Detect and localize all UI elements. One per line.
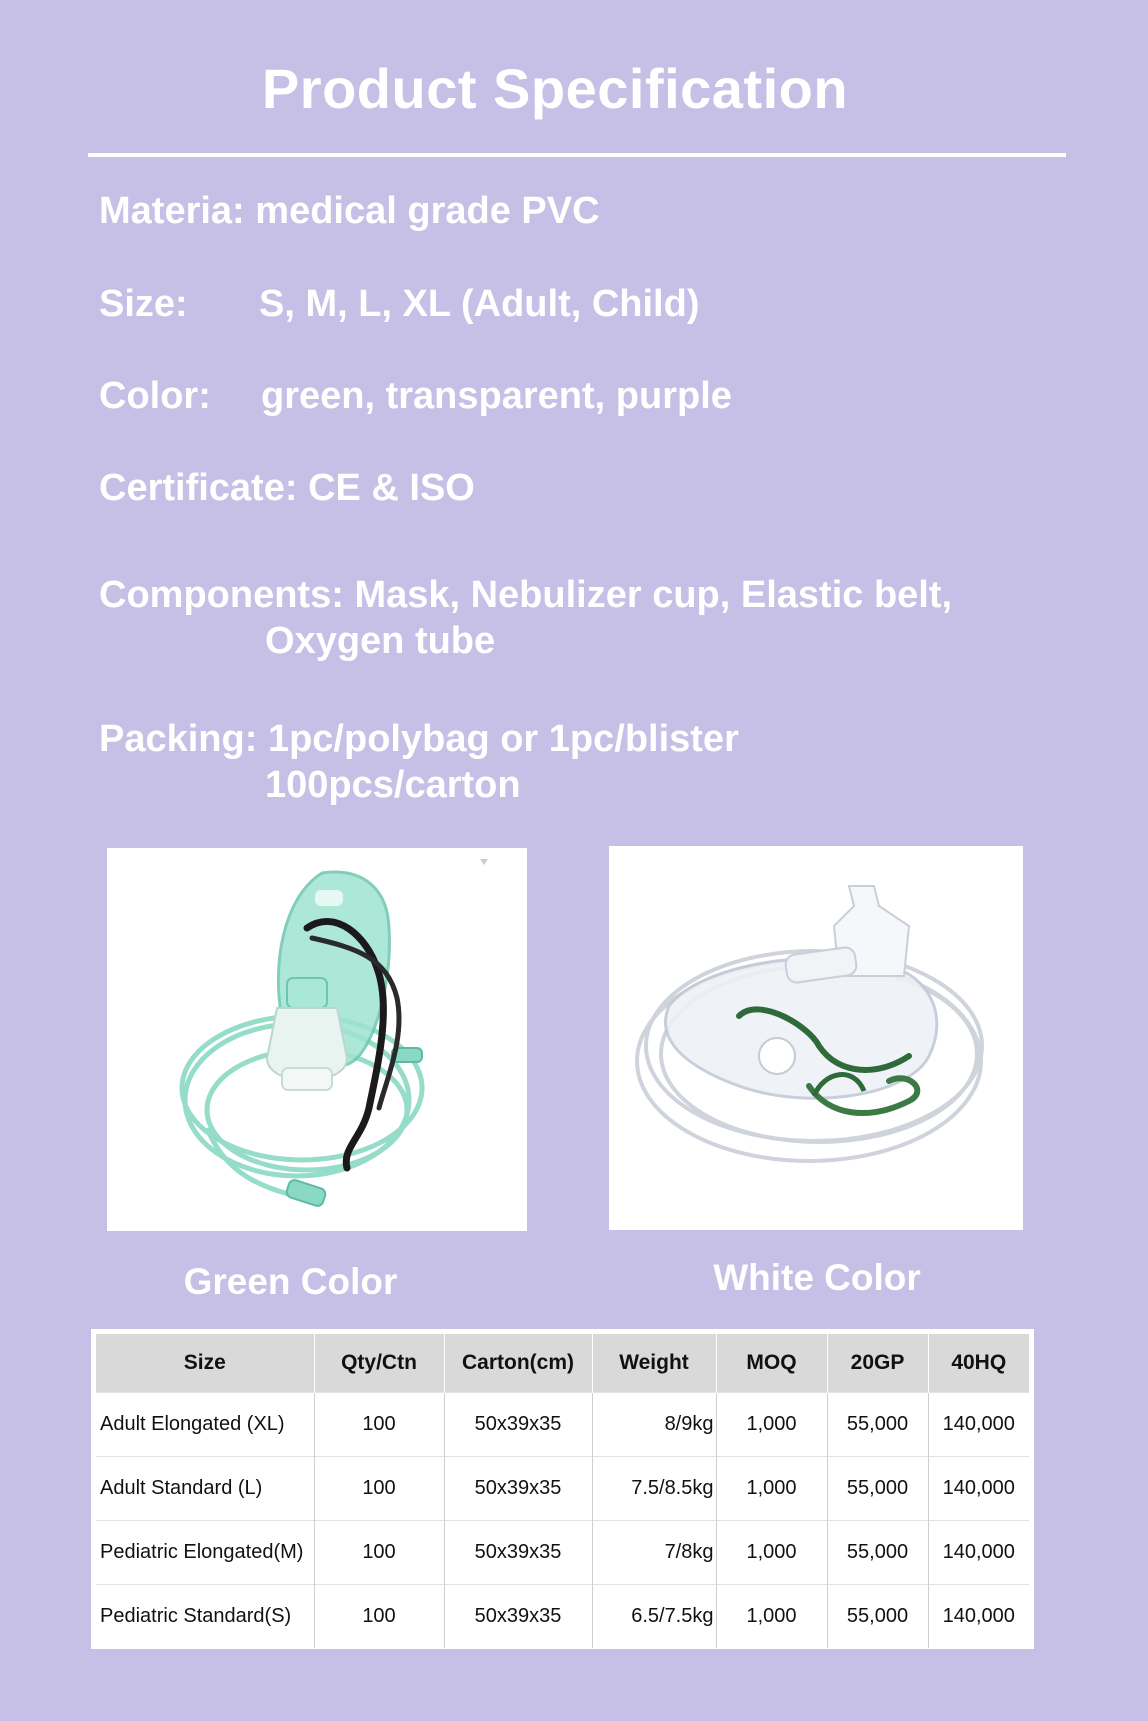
cell-weight: 6.5/7.5kg — [592, 1585, 716, 1649]
spec-components-value-line2: Oxygen tube — [265, 620, 496, 662]
spec-certificate — [99, 467, 475, 510]
header-moq: MOQ — [716, 1334, 827, 1393]
table-row — [96, 1521, 1029, 1585]
spec-material — [99, 190, 600, 233]
spec-size-label: Size: — [99, 283, 188, 325]
cell-moq: 1,000 — [716, 1393, 827, 1457]
cell-size: Pediatric Standard(S) — [96, 1585, 314, 1649]
spec-color-label: Color: — [99, 375, 211, 417]
header-carton: Carton(cm) — [444, 1334, 592, 1393]
spec-material-label: Materia: — [99, 190, 245, 232]
cell-20gp: 55,000 — [827, 1457, 928, 1521]
table-row — [96, 1393, 1029, 1457]
cell-size: Adult Elongated (XL) — [96, 1393, 314, 1457]
spec-packing — [99, 718, 739, 806]
cell-size: Pediatric Elongated(M) — [96, 1521, 314, 1585]
cell-carton: 50x39x35 — [444, 1585, 592, 1649]
table-row — [96, 1457, 1029, 1521]
cell-40hq: 140,000 — [928, 1521, 1029, 1585]
spec-packing-value-line2: 100pcs/carton — [265, 764, 521, 806]
header-40hq: 40HQ — [928, 1334, 1029, 1393]
spec-color-value: green, transparent, purple — [261, 375, 732, 417]
white-mask-illustration — [609, 846, 1023, 1230]
spec-color — [99, 375, 732, 418]
page-title: Product Specification — [261, 57, 849, 120]
spec-packing-value: 1pc/polybag or 1pc/blister — [267, 718, 739, 760]
spec-table — [96, 1334, 1029, 1648]
cell-40hq: 140,000 — [928, 1585, 1029, 1649]
cell-size: Adult Standard (L) — [96, 1457, 314, 1521]
cell-40hq: 140,000 — [928, 1457, 1029, 1521]
spec-components-label: Components: — [99, 574, 344, 616]
cell-moq: 1,000 — [716, 1457, 827, 1521]
green-mask-illustration — [107, 848, 527, 1231]
cell-weight: 7.5/8.5kg — [592, 1457, 716, 1521]
title-divider — [88, 153, 1066, 157]
white-color-caption: White Color — [713, 1257, 921, 1298]
table-row — [96, 1585, 1029, 1649]
spec-size-value: S, M, L, XL (Adult, Child) — [259, 283, 700, 325]
cell-weight: 7/8kg — [592, 1521, 716, 1585]
cell-20gp: 55,000 — [827, 1521, 928, 1585]
cell-moq: 1,000 — [716, 1585, 827, 1649]
spec-material-value: medical grade PVC — [255, 190, 600, 232]
cell-20gp: 55,000 — [827, 1585, 928, 1649]
header-20gp: 20GP — [827, 1334, 928, 1393]
header-weight: Weight — [592, 1334, 716, 1393]
cell-carton: 50x39x35 — [444, 1393, 592, 1457]
cell-carton: 50x39x35 — [444, 1457, 592, 1521]
cell-qty: 100 — [314, 1457, 444, 1521]
spec-packing-label: Packing: — [99, 718, 258, 760]
spec-components — [99, 574, 953, 662]
cell-moq: 1,000 — [716, 1521, 827, 1585]
table-header-row — [96, 1334, 1029, 1393]
cell-qty: 100 — [314, 1585, 444, 1649]
white-mask-image — [609, 846, 1023, 1230]
cell-carton: 50x39x35 — [444, 1521, 592, 1585]
cell-qty: 100 — [314, 1393, 444, 1457]
cell-20gp: 55,000 — [827, 1393, 928, 1457]
spec-size — [99, 283, 700, 326]
spec-certificate-label: Certificate: — [99, 467, 298, 509]
spec-components-value: Mask, Nebulizer cup, Elastic belt, — [354, 574, 953, 616]
green-mask-image — [107, 848, 527, 1231]
spec-table-container — [91, 1329, 1034, 1649]
header-size: Size — [96, 1334, 314, 1393]
cell-weight: 8/9kg — [592, 1393, 716, 1457]
cell-40hq: 140,000 — [928, 1393, 1029, 1457]
cell-qty: 100 — [314, 1521, 444, 1585]
green-color-caption: Green Color — [183, 1261, 398, 1302]
header-qty-ctn: Qty/Ctn — [314, 1334, 444, 1393]
spec-certificate-value: CE & ISO — [308, 467, 475, 509]
